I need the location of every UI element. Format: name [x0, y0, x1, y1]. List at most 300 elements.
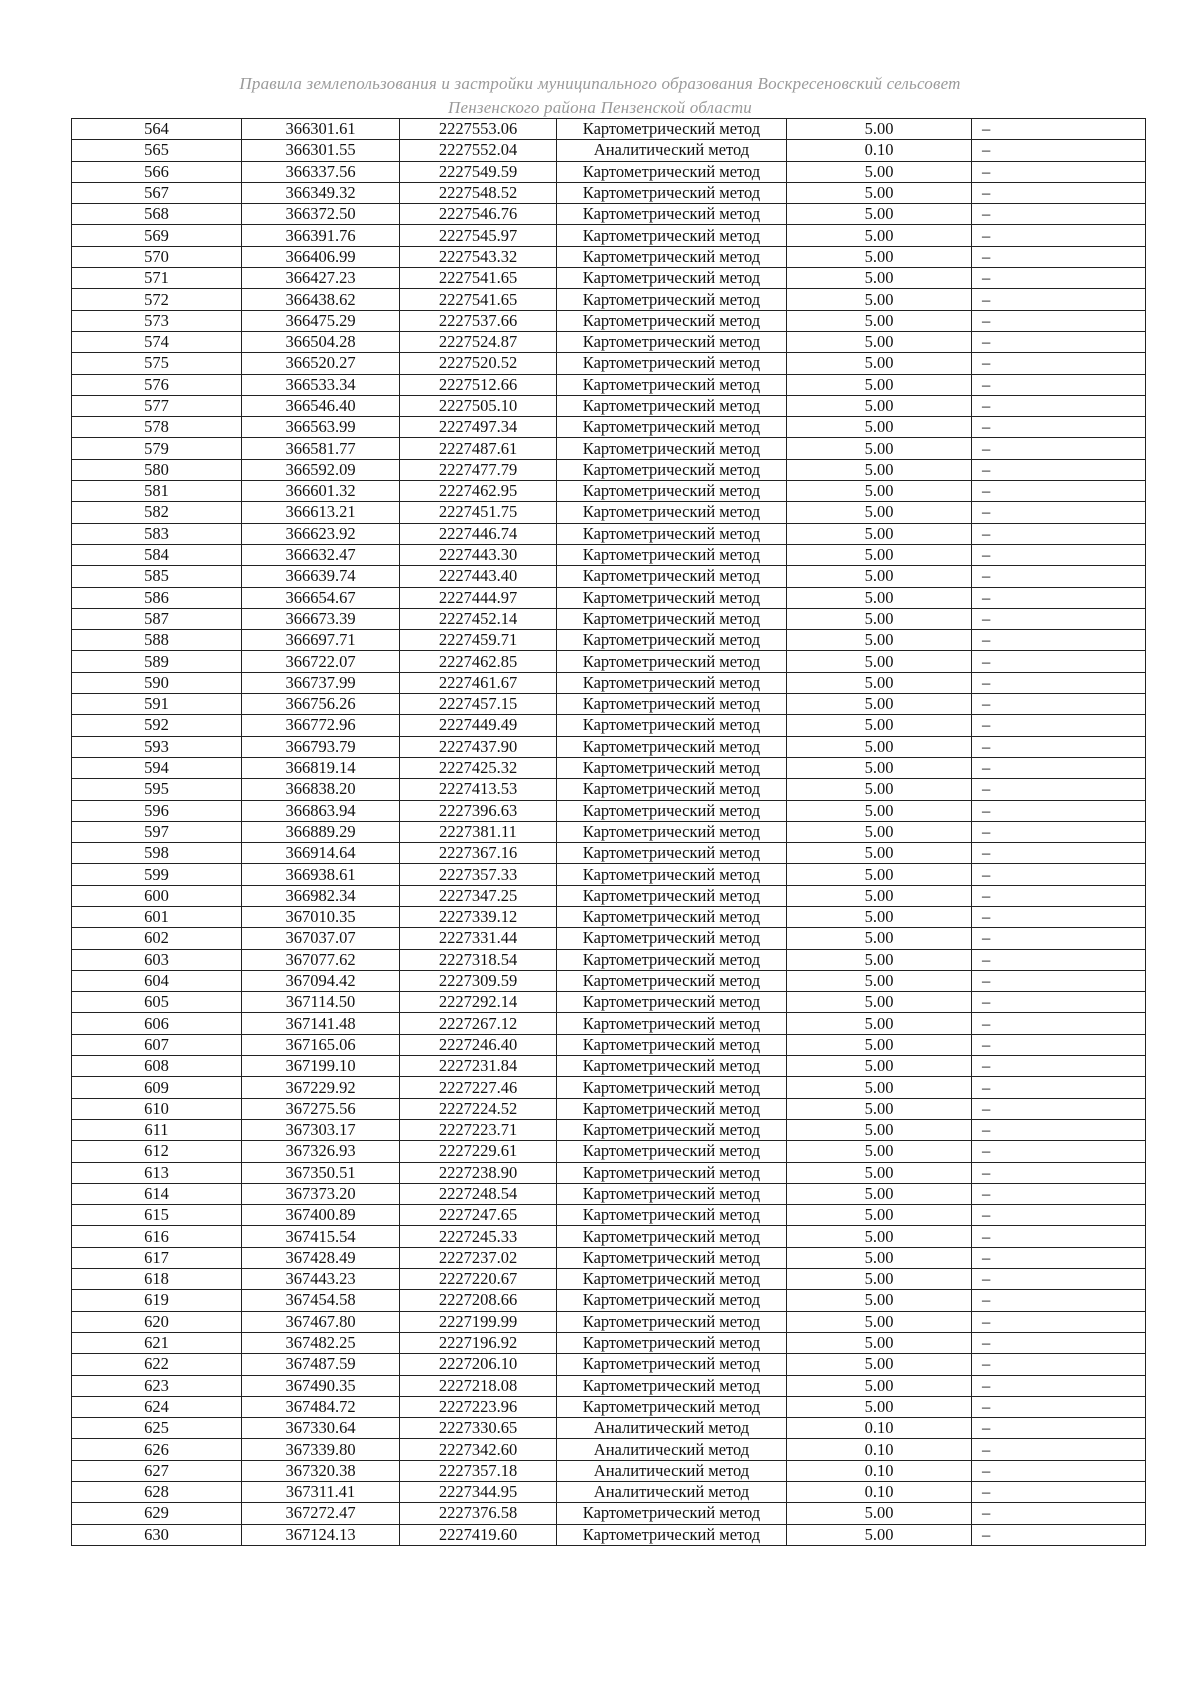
- point-number-cell: 619: [72, 1290, 242, 1311]
- y-coordinate-cell: 2227543.32: [400, 246, 557, 267]
- x-coordinate-cell: 367037.07: [242, 928, 400, 949]
- accuracy-cell: 0.10: [787, 1418, 972, 1439]
- point-number-cell: 568: [72, 204, 242, 225]
- point-number-cell: 625: [72, 1418, 242, 1439]
- note-cell: –: [972, 1077, 1146, 1098]
- table-row: [72, 395, 1146, 416]
- table-row: [72, 1524, 1146, 1545]
- table-row: [72, 1141, 1146, 1162]
- table-row: [72, 204, 1146, 225]
- page-header: [0, 72, 1200, 120]
- x-coordinate-cell: 366337.56: [242, 161, 400, 182]
- method-cell: Картометрический метод: [557, 331, 787, 352]
- x-coordinate-cell: 367454.58: [242, 1290, 400, 1311]
- table-row: [72, 1460, 1146, 1481]
- y-coordinate-cell: 2227237.02: [400, 1247, 557, 1268]
- note-cell: –: [972, 246, 1146, 267]
- method-cell: Картометрический метод: [557, 119, 787, 140]
- point-number-cell: 614: [72, 1183, 242, 1204]
- note-cell: –: [972, 608, 1146, 629]
- y-coordinate-cell: 2227520.52: [400, 353, 557, 374]
- y-coordinate-cell: 2227357.33: [400, 864, 557, 885]
- note-cell: –: [972, 736, 1146, 757]
- note-cell: –: [972, 1119, 1146, 1140]
- note-cell: –: [972, 459, 1146, 480]
- accuracy-cell: 5.00: [787, 353, 972, 374]
- accuracy-cell: 5.00: [787, 1119, 972, 1140]
- note-cell: –: [972, 1290, 1146, 1311]
- y-coordinate-cell: 2227376.58: [400, 1503, 557, 1524]
- accuracy-cell: 5.00: [787, 481, 972, 502]
- y-coordinate-cell: 2227238.90: [400, 1162, 557, 1183]
- accuracy-cell: 5.00: [787, 331, 972, 352]
- table-row: [72, 225, 1146, 246]
- y-coordinate-cell: 2227548.52: [400, 182, 557, 203]
- method-cell: Картометрический метод: [557, 630, 787, 651]
- accuracy-cell: 5.00: [787, 289, 972, 310]
- accuracy-cell: 5.00: [787, 502, 972, 523]
- x-coordinate-cell: 366406.99: [242, 246, 400, 267]
- x-coordinate-cell: 366601.32: [242, 481, 400, 502]
- x-coordinate-cell: 366520.27: [242, 353, 400, 374]
- y-coordinate-cell: 2227223.71: [400, 1119, 557, 1140]
- x-coordinate-cell: 367320.38: [242, 1460, 400, 1481]
- accuracy-cell: 5.00: [787, 395, 972, 416]
- table-row: [72, 481, 1146, 502]
- note-cell: –: [972, 1183, 1146, 1204]
- y-coordinate-cell: 2227505.10: [400, 395, 557, 416]
- x-coordinate-cell: 367199.10: [242, 1056, 400, 1077]
- point-number-cell: 603: [72, 949, 242, 970]
- y-coordinate-cell: 2227541.65: [400, 289, 557, 310]
- point-number-cell: 610: [72, 1098, 242, 1119]
- note-cell: –: [972, 800, 1146, 821]
- point-number-cell: 567: [72, 182, 242, 203]
- point-number-cell: 598: [72, 843, 242, 864]
- table-row: [72, 1119, 1146, 1140]
- accuracy-cell: 5.00: [787, 161, 972, 182]
- table-row: [72, 119, 1146, 140]
- x-coordinate-cell: 366349.32: [242, 182, 400, 203]
- accuracy-cell: 5.00: [787, 1141, 972, 1162]
- table-row: [72, 182, 1146, 203]
- point-number-cell: 572: [72, 289, 242, 310]
- point-number-cell: 624: [72, 1396, 242, 1417]
- y-coordinate-cell: 2227497.34: [400, 417, 557, 438]
- y-coordinate-cell: 2227247.65: [400, 1205, 557, 1226]
- point-number-cell: 622: [72, 1354, 242, 1375]
- accuracy-cell: 5.00: [787, 1226, 972, 1247]
- table-row: [72, 949, 1146, 970]
- accuracy-cell: 5.00: [787, 1354, 972, 1375]
- x-coordinate-cell: 366838.20: [242, 779, 400, 800]
- table-row: [72, 459, 1146, 480]
- y-coordinate-cell: 2227552.04: [400, 140, 557, 161]
- y-coordinate-cell: 2227347.25: [400, 885, 557, 906]
- note-cell: –: [972, 630, 1146, 651]
- method-cell: Картометрический метод: [557, 1141, 787, 1162]
- x-coordinate-cell: 366772.96: [242, 715, 400, 736]
- x-coordinate-cell: 366819.14: [242, 757, 400, 778]
- table-row: [72, 1205, 1146, 1226]
- method-cell: Картометрический метод: [557, 757, 787, 778]
- table-row: [72, 1077, 1146, 1098]
- accuracy-cell: 5.00: [787, 1183, 972, 1204]
- table-row: [72, 246, 1146, 267]
- point-number-cell: 630: [72, 1524, 242, 1545]
- method-cell: Картометрический метод: [557, 1396, 787, 1417]
- point-number-cell: 584: [72, 544, 242, 565]
- accuracy-cell: 5.00: [787, 1013, 972, 1034]
- accuracy-cell: 5.00: [787, 1034, 972, 1055]
- table-row: [72, 821, 1146, 842]
- x-coordinate-cell: 366301.55: [242, 140, 400, 161]
- note-cell: –: [972, 1332, 1146, 1353]
- header-line-2: Пензенского района Пензенской области: [448, 98, 752, 117]
- point-number-cell: 574: [72, 331, 242, 352]
- x-coordinate-cell: 367373.20: [242, 1183, 400, 1204]
- y-coordinate-cell: 2227443.40: [400, 566, 557, 587]
- y-coordinate-cell: 2227331.44: [400, 928, 557, 949]
- point-number-cell: 596: [72, 800, 242, 821]
- accuracy-cell: 5.00: [787, 459, 972, 480]
- point-number-cell: 570: [72, 246, 242, 267]
- table-row: [72, 1098, 1146, 1119]
- table-row: [72, 1418, 1146, 1439]
- note-cell: –: [972, 1247, 1146, 1268]
- table-row: [72, 289, 1146, 310]
- note-cell: –: [972, 1226, 1146, 1247]
- method-cell: Картометрический метод: [557, 246, 787, 267]
- method-cell: Картометрический метод: [557, 1354, 787, 1375]
- table-row: [72, 1396, 1146, 1417]
- accuracy-cell: 5.00: [787, 1162, 972, 1183]
- table-row: [72, 417, 1146, 438]
- accuracy-cell: 5.00: [787, 204, 972, 225]
- point-number-cell: 623: [72, 1375, 242, 1396]
- accuracy-cell: 5.00: [787, 1311, 972, 1332]
- y-coordinate-cell: 2227224.52: [400, 1098, 557, 1119]
- point-number-cell: 586: [72, 587, 242, 608]
- accuracy-cell: 5.00: [787, 928, 972, 949]
- method-cell: Картометрический метод: [557, 864, 787, 885]
- y-coordinate-cell: 2227248.54: [400, 1183, 557, 1204]
- accuracy-cell: 5.00: [787, 246, 972, 267]
- header-line-1: Правила землепользования и застройки муниципального образования Воскресеновский сельсовет: [239, 74, 961, 93]
- table-row: [72, 843, 1146, 864]
- accuracy-cell: 5.00: [787, 438, 972, 459]
- accuracy-cell: 5.00: [787, 864, 972, 885]
- x-coordinate-cell: 367330.64: [242, 1418, 400, 1439]
- accuracy-cell: 5.00: [787, 1396, 972, 1417]
- table-row: [72, 1290, 1146, 1311]
- table-row: [72, 140, 1146, 161]
- accuracy-cell: 5.00: [787, 885, 972, 906]
- y-coordinate-cell: 2227357.18: [400, 1460, 557, 1481]
- accuracy-cell: 5.00: [787, 1247, 972, 1268]
- accuracy-cell: 5.00: [787, 544, 972, 565]
- accuracy-cell: 5.00: [787, 757, 972, 778]
- note-cell: –: [972, 885, 1146, 906]
- x-coordinate-cell: 366301.61: [242, 119, 400, 140]
- y-coordinate-cell: 2227537.66: [400, 310, 557, 331]
- accuracy-cell: 5.00: [787, 310, 972, 331]
- y-coordinate-cell: 2227546.76: [400, 204, 557, 225]
- method-cell: Картометрический метод: [557, 1077, 787, 1098]
- x-coordinate-cell: 367415.54: [242, 1226, 400, 1247]
- x-coordinate-cell: 367272.47: [242, 1503, 400, 1524]
- accuracy-cell: 5.00: [787, 779, 972, 800]
- table-row: [72, 502, 1146, 523]
- table-row: [72, 1183, 1146, 1204]
- point-number-cell: 626: [72, 1439, 242, 1460]
- accuracy-cell: 5.00: [787, 843, 972, 864]
- method-cell: Картометрический метод: [557, 1056, 787, 1077]
- point-number-cell: 612: [72, 1141, 242, 1162]
- method-cell: Картометрический метод: [557, 885, 787, 906]
- note-cell: –: [972, 523, 1146, 544]
- table-row: [72, 885, 1146, 906]
- y-coordinate-cell: 2227396.63: [400, 800, 557, 821]
- method-cell: Картометрический метод: [557, 587, 787, 608]
- accuracy-cell: 5.00: [787, 736, 972, 757]
- note-cell: –: [972, 438, 1146, 459]
- point-number-cell: 613: [72, 1162, 242, 1183]
- y-coordinate-cell: 2227459.71: [400, 630, 557, 651]
- table-row: [72, 1311, 1146, 1332]
- method-cell: Картометрический метод: [557, 225, 787, 246]
- note-cell: –: [972, 353, 1146, 374]
- x-coordinate-cell: 367467.80: [242, 1311, 400, 1332]
- table-row: [72, 268, 1146, 289]
- table-row: [72, 864, 1146, 885]
- accuracy-cell: 5.00: [787, 374, 972, 395]
- y-coordinate-cell: 2227339.12: [400, 906, 557, 927]
- note-cell: –: [972, 289, 1146, 310]
- method-cell: Картометрический метод: [557, 736, 787, 757]
- x-coordinate-cell: 367487.59: [242, 1354, 400, 1375]
- coordinates-table-body: [72, 119, 1146, 1546]
- point-number-cell: 587: [72, 608, 242, 629]
- y-coordinate-cell: 2227381.11: [400, 821, 557, 842]
- x-coordinate-cell: 367124.13: [242, 1524, 400, 1545]
- accuracy-cell: 0.10: [787, 1482, 972, 1503]
- accuracy-cell: 5.00: [787, 672, 972, 693]
- point-number-cell: 629: [72, 1503, 242, 1524]
- table-row: [72, 992, 1146, 1013]
- method-cell: Картометрический метод: [557, 1311, 787, 1332]
- note-cell: –: [972, 544, 1146, 565]
- point-number-cell: 592: [72, 715, 242, 736]
- method-cell: Картометрический метод: [557, 417, 787, 438]
- point-number-cell: 621: [72, 1332, 242, 1353]
- table-row: [72, 374, 1146, 395]
- method-cell: Картометрический метод: [557, 1183, 787, 1204]
- x-coordinate-cell: 367077.62: [242, 949, 400, 970]
- method-cell: Картометрический метод: [557, 204, 787, 225]
- point-number-cell: 609: [72, 1077, 242, 1098]
- x-coordinate-cell: 366592.09: [242, 459, 400, 480]
- note-cell: –: [972, 1396, 1146, 1417]
- point-number-cell: 594: [72, 757, 242, 778]
- method-cell: Картометрический метод: [557, 1247, 787, 1268]
- x-coordinate-cell: 367303.17: [242, 1119, 400, 1140]
- method-cell: Картометрический метод: [557, 821, 787, 842]
- table-row: [72, 608, 1146, 629]
- method-cell: Картометрический метод: [557, 353, 787, 374]
- table-row: [72, 970, 1146, 991]
- method-cell: Картометрический метод: [557, 1332, 787, 1353]
- y-coordinate-cell: 2227196.92: [400, 1332, 557, 1353]
- y-coordinate-cell: 2227487.61: [400, 438, 557, 459]
- accuracy-cell: 5.00: [787, 1503, 972, 1524]
- note-cell: –: [972, 481, 1146, 502]
- point-number-cell: 595: [72, 779, 242, 800]
- table-row: [72, 310, 1146, 331]
- x-coordinate-cell: 367094.42: [242, 970, 400, 991]
- method-cell: Картометрический метод: [557, 608, 787, 629]
- method-cell: Картометрический метод: [557, 779, 787, 800]
- point-number-cell: 575: [72, 353, 242, 374]
- method-cell: Картометрический метод: [557, 1205, 787, 1226]
- x-coordinate-cell: 367339.80: [242, 1439, 400, 1460]
- table-row: [72, 1375, 1146, 1396]
- y-coordinate-cell: 2227443.30: [400, 544, 557, 565]
- y-coordinate-cell: 2227227.46: [400, 1077, 557, 1098]
- note-cell: –: [972, 821, 1146, 842]
- table-row: [72, 651, 1146, 672]
- x-coordinate-cell: 366982.34: [242, 885, 400, 906]
- point-number-cell: 607: [72, 1034, 242, 1055]
- accuracy-cell: 5.00: [787, 651, 972, 672]
- table-row: [72, 694, 1146, 715]
- table-row: [72, 587, 1146, 608]
- x-coordinate-cell: 366391.76: [242, 225, 400, 246]
- table-row: [72, 715, 1146, 736]
- accuracy-cell: 0.10: [787, 1460, 972, 1481]
- y-coordinate-cell: 2227419.60: [400, 1524, 557, 1545]
- table-row: [72, 1439, 1146, 1460]
- note-cell: –: [972, 587, 1146, 608]
- x-coordinate-cell: 367484.72: [242, 1396, 400, 1417]
- point-number-cell: 591: [72, 694, 242, 715]
- method-cell: Картометрический метод: [557, 502, 787, 523]
- point-number-cell: 620: [72, 1311, 242, 1332]
- method-cell: Картометрический метод: [557, 715, 787, 736]
- x-coordinate-cell: 367229.92: [242, 1077, 400, 1098]
- method-cell: Аналитический метод: [557, 1418, 787, 1439]
- y-coordinate-cell: 2227206.10: [400, 1354, 557, 1375]
- method-cell: Картометрический метод: [557, 1524, 787, 1545]
- point-number-cell: 571: [72, 268, 242, 289]
- accuracy-cell: 5.00: [787, 906, 972, 927]
- accuracy-cell: 5.00: [787, 587, 972, 608]
- point-number-cell: 573: [72, 310, 242, 331]
- note-cell: –: [972, 1439, 1146, 1460]
- method-cell: Картометрический метод: [557, 1375, 787, 1396]
- note-cell: –: [972, 1013, 1146, 1034]
- x-coordinate-cell: 367443.23: [242, 1269, 400, 1290]
- table-row: [72, 1056, 1146, 1077]
- y-coordinate-cell: 2227452.14: [400, 608, 557, 629]
- method-cell: Картометрический метод: [557, 289, 787, 310]
- note-cell: –: [972, 310, 1146, 331]
- point-number-cell: 608: [72, 1056, 242, 1077]
- y-coordinate-cell: 2227292.14: [400, 992, 557, 1013]
- accuracy-cell: 5.00: [787, 225, 972, 246]
- y-coordinate-cell: 2227425.32: [400, 757, 557, 778]
- y-coordinate-cell: 2227342.60: [400, 1439, 557, 1460]
- method-cell: Картометрический метод: [557, 1162, 787, 1183]
- x-coordinate-cell: 366938.61: [242, 864, 400, 885]
- accuracy-cell: 0.10: [787, 1439, 972, 1460]
- accuracy-cell: 0.10: [787, 140, 972, 161]
- table-row: [72, 906, 1146, 927]
- note-cell: –: [972, 268, 1146, 289]
- method-cell: Картометрический метод: [557, 949, 787, 970]
- y-coordinate-cell: 2227462.85: [400, 651, 557, 672]
- table-row: [72, 1162, 1146, 1183]
- note-cell: –: [972, 1205, 1146, 1226]
- note-cell: –: [972, 970, 1146, 991]
- x-coordinate-cell: 367275.56: [242, 1098, 400, 1119]
- method-cell: Аналитический метод: [557, 1460, 787, 1481]
- point-number-cell: 579: [72, 438, 242, 459]
- x-coordinate-cell: 366673.39: [242, 608, 400, 629]
- accuracy-cell: 5.00: [787, 566, 972, 587]
- note-cell: –: [972, 1034, 1146, 1055]
- x-coordinate-cell: 366889.29: [242, 821, 400, 842]
- method-cell: Картометрический метод: [557, 566, 787, 587]
- note-cell: –: [972, 1418, 1146, 1439]
- x-coordinate-cell: 367326.93: [242, 1141, 400, 1162]
- table-row: [72, 1269, 1146, 1290]
- x-coordinate-cell: 366427.23: [242, 268, 400, 289]
- y-coordinate-cell: 2227549.59: [400, 161, 557, 182]
- table-row: [72, 438, 1146, 459]
- y-coordinate-cell: 2227367.16: [400, 843, 557, 864]
- accuracy-cell: 5.00: [787, 1098, 972, 1119]
- point-number-cell: 589: [72, 651, 242, 672]
- y-coordinate-cell: 2227220.67: [400, 1269, 557, 1290]
- y-coordinate-cell: 2227246.40: [400, 1034, 557, 1055]
- table-row: [72, 757, 1146, 778]
- method-cell: Картометрический метод: [557, 481, 787, 502]
- table-row: [72, 353, 1146, 374]
- x-coordinate-cell: 367482.25: [242, 1332, 400, 1353]
- table-row: [72, 1034, 1146, 1055]
- x-coordinate-cell: 367400.89: [242, 1205, 400, 1226]
- note-cell: –: [972, 864, 1146, 885]
- y-coordinate-cell: 2227208.66: [400, 1290, 557, 1311]
- note-cell: –: [972, 1503, 1146, 1524]
- table-row: [72, 1354, 1146, 1375]
- x-coordinate-cell: 366475.29: [242, 310, 400, 331]
- table-row: [72, 523, 1146, 544]
- method-cell: Картометрический метод: [557, 672, 787, 693]
- note-cell: –: [972, 1056, 1146, 1077]
- note-cell: –: [972, 395, 1146, 416]
- y-coordinate-cell: 2227218.08: [400, 1375, 557, 1396]
- point-number-cell: 606: [72, 1013, 242, 1034]
- y-coordinate-cell: 2227413.53: [400, 779, 557, 800]
- point-number-cell: 578: [72, 417, 242, 438]
- point-number-cell: 628: [72, 1482, 242, 1503]
- point-number-cell: 581: [72, 481, 242, 502]
- note-cell: –: [972, 182, 1146, 203]
- y-coordinate-cell: 2227223.96: [400, 1396, 557, 1417]
- method-cell: Картометрический метод: [557, 1119, 787, 1140]
